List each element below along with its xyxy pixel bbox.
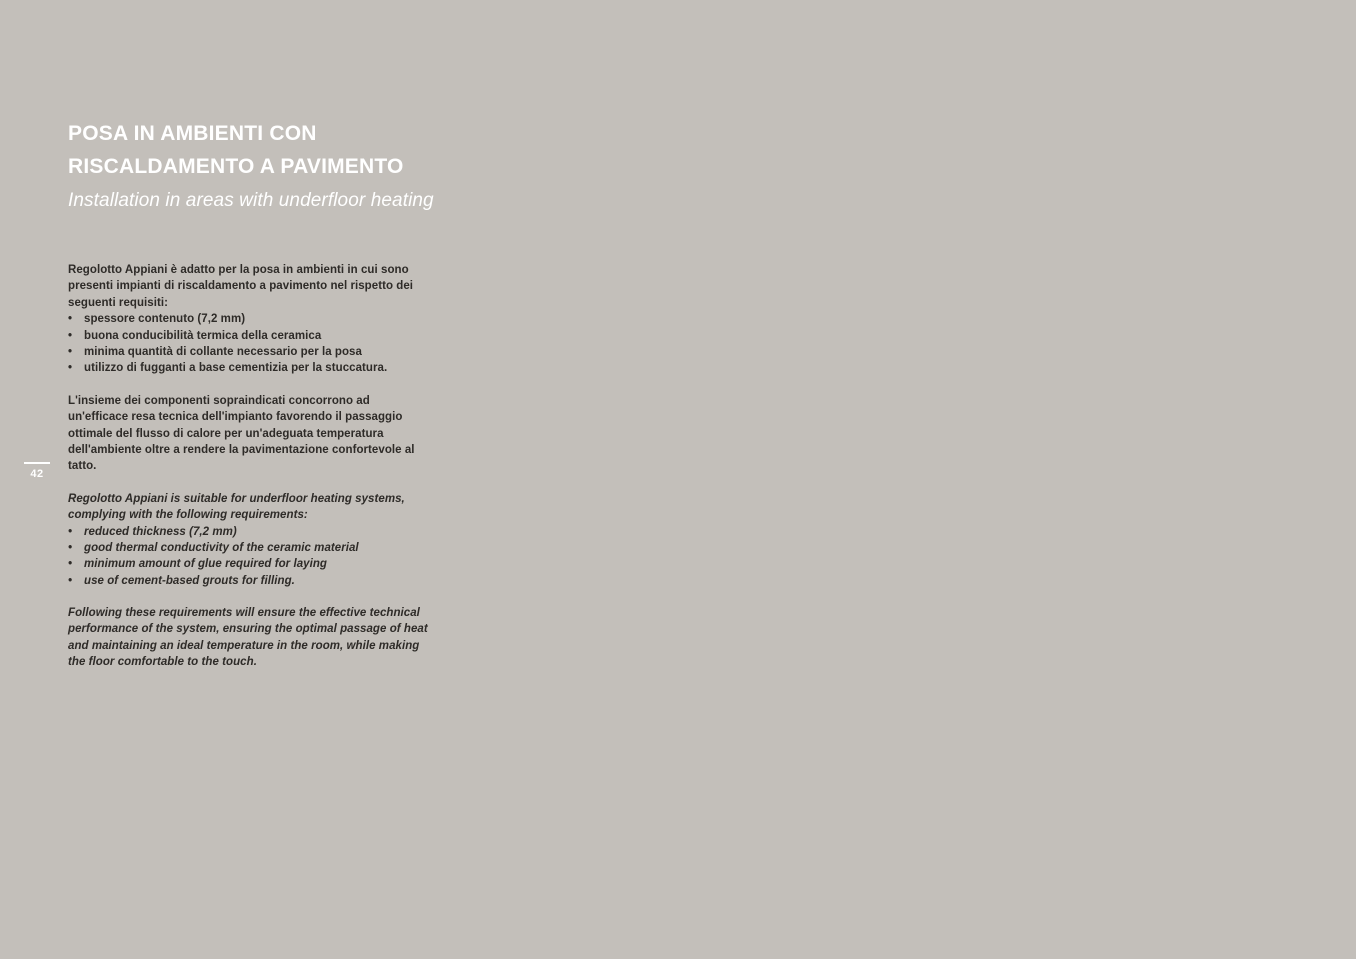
page-title-italian-line1: POSA IN AMBIENTI CON [68,122,317,145]
page-title-block [68,118,434,216]
list-item: • utilizzo di fugganti a base cementizia per la stuccatura. [68,360,428,376]
english-requirements-list [68,524,428,589]
list-item: • good thermal conductivity of the ceramic material [68,540,428,556]
spacer [68,475,428,491]
page-title-english: Installation in areas with underfloor heating [68,190,434,212]
italian-intro-paragraph: Regolotto Appiani è adatto per la posa in ambienti in cui sono presenti impianti di riscaldamento a pavimento nel rispetto dei seguenti requisiti: [68,264,414,309]
italian-requirements-list [68,311,428,376]
list-item: • minima quantità di collante necessario per la posa [68,344,428,360]
list-item: • use of cement-based grouts for filling. [68,573,428,589]
page-title-italian [68,118,434,183]
body-text-column [68,262,428,671]
spacer [68,377,428,393]
page-title-italian-line2: RISCALDAMENTO A PAVIMENTO [68,154,404,178]
page-number: 42 [30,468,44,480]
list-item: • reduced thickness (7,2 mm) [68,524,428,540]
english-intro-paragraph: Regolotto Appiani is suitable for underfloor heating systems, complying with the following requirements: [68,492,405,522]
list-item: • buona conducibilità termica della ceramica [68,328,428,344]
page-number-rule [24,462,50,464]
page-number-marker [24,462,50,480]
spacer [68,589,428,605]
italian-closing-paragraph: L'insieme dei componenti sopraindicati concorrono ad un'efficace resa tecnica dell'impianto favorendo il passaggio ottimale del flusso di calore per un'adeguata temperatura dell'ambiente oltre a rendere la pavimentazione confortevole al tatto. [68,394,415,473]
list-item: • minimum amount of glue required for laying [68,556,428,572]
list-item: • spessore contenuto (7,2 mm) [68,311,428,327]
english-closing-paragraph: Following these requirements will ensure the effective technical performance of the system, ensuring the optimal passage of heat and maintaining an ideal temperature in the room, while making the floor comfortable to the touch. [68,607,428,669]
